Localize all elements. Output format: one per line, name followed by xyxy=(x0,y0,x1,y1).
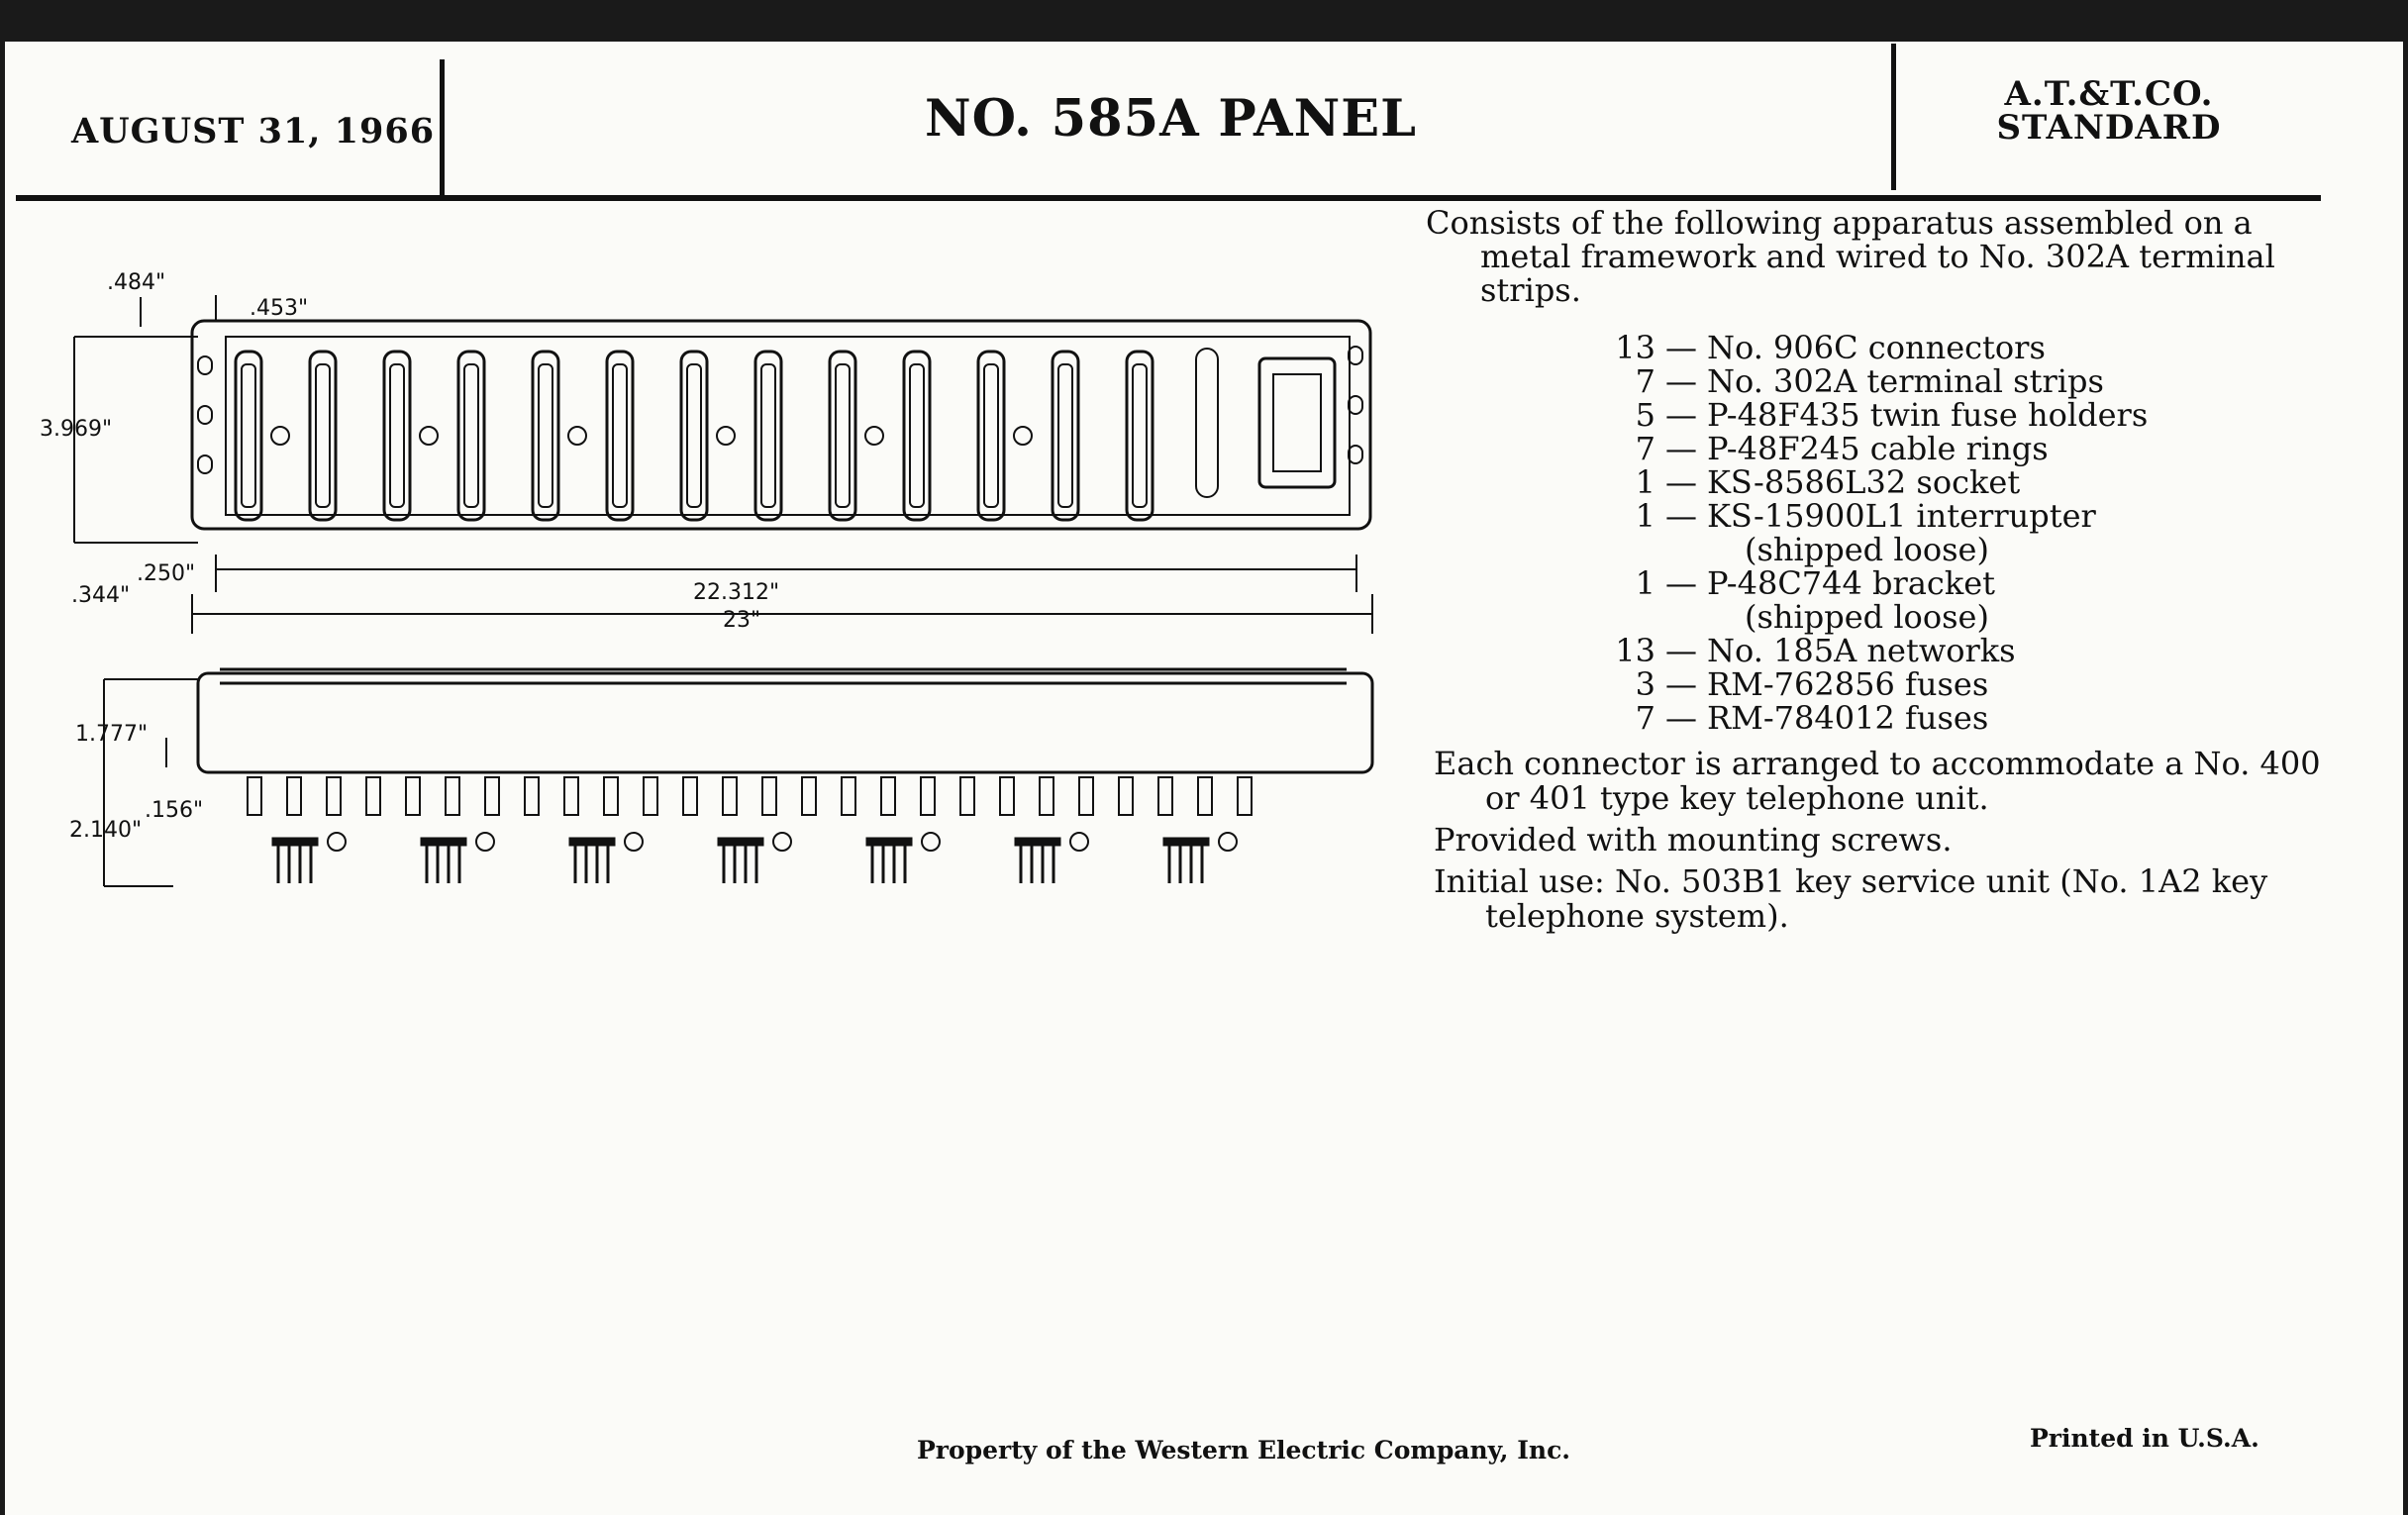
terminal-lug xyxy=(327,777,341,815)
connector-group xyxy=(236,349,1218,520)
terminal-lug xyxy=(604,777,618,815)
description xyxy=(1426,206,2317,307)
part-dash: — xyxy=(1665,564,1697,602)
mounting-hole xyxy=(568,427,586,445)
part-quantity: 1 xyxy=(1635,463,1656,501)
mounting-hole xyxy=(271,427,289,445)
part-dash: — xyxy=(1665,497,1697,535)
connector xyxy=(236,352,261,520)
terminal-lug xyxy=(1119,777,1133,815)
connector-inner xyxy=(613,364,627,507)
terminal-lug xyxy=(1040,777,1054,815)
connector xyxy=(458,352,484,520)
part-dash: — xyxy=(1665,665,1697,703)
dim-1777: 1.777" xyxy=(75,722,149,747)
part-description: No. 906C connectors xyxy=(1707,329,2046,366)
terminal-lug xyxy=(921,777,935,815)
terminal-strip xyxy=(569,838,615,846)
property-footer: Property of the Western Electric Company, Inc. xyxy=(917,1436,1571,1464)
parts-list-item xyxy=(1584,331,2148,364)
dim-23: 23" xyxy=(723,608,761,633)
connector-inner xyxy=(1058,364,1072,507)
part-dash: — xyxy=(1665,329,1697,366)
mounting-hole xyxy=(420,427,438,445)
screws-note: Provided with mounting screws. xyxy=(1434,821,1953,858)
terminal-group xyxy=(248,777,1252,883)
connector-inner xyxy=(464,364,478,507)
parts-list-item xyxy=(1584,566,2148,600)
part-dash: — xyxy=(1665,463,1697,501)
terminal-strip xyxy=(866,838,912,846)
connector-note: Each connector is arranged to accommodate a No. 400 or 401 type key telephone unit. xyxy=(1434,745,2321,817)
connector-inner xyxy=(1133,364,1147,507)
panel-side-view xyxy=(198,673,1372,772)
terminal-lug xyxy=(1079,777,1093,815)
connector xyxy=(1127,352,1153,520)
terminal-lug xyxy=(1238,777,1252,815)
terminal-lug xyxy=(287,777,301,815)
parts-list-item xyxy=(1584,667,2148,701)
connector-inner xyxy=(687,364,701,507)
connector-inner xyxy=(910,364,924,507)
mounting-hole xyxy=(1014,427,1032,445)
parts-list-item xyxy=(1584,701,2148,735)
terminal-strip xyxy=(718,838,763,846)
terminal-strip xyxy=(421,838,466,846)
standard-line-2: STANDARD xyxy=(1996,108,2222,148)
terminal-lug xyxy=(723,777,737,815)
connector-inner xyxy=(539,364,552,507)
part-quantity: 1 xyxy=(1635,497,1656,535)
page-title: NO. 585A PANEL xyxy=(925,89,1417,149)
connector xyxy=(1053,352,1078,520)
socket xyxy=(1196,349,1218,497)
connector-inner xyxy=(390,364,404,507)
terminal-lug xyxy=(1000,777,1014,815)
terminal-lug xyxy=(564,777,578,815)
part-description: P-48F435 twin fuse holders xyxy=(1707,396,2149,434)
parts-list-item xyxy=(1584,432,2148,465)
terminal-strip xyxy=(272,838,318,846)
document-date: AUGUST 31, 1966 xyxy=(71,111,436,152)
dim-344: .344" xyxy=(71,583,131,608)
terminal-lug xyxy=(446,777,459,815)
dim-156: .156" xyxy=(145,798,204,823)
connector-inner xyxy=(761,364,775,507)
part-description: RM-784012 fuses xyxy=(1707,699,1989,737)
part-dash: — xyxy=(1665,430,1697,467)
part-quantity: 1 xyxy=(1635,564,1656,602)
parts-list-item xyxy=(1584,398,2148,432)
dim-453: .453" xyxy=(250,296,309,321)
terminal-lug xyxy=(406,777,420,815)
panel-drawing xyxy=(0,0,1406,911)
fuse-cap xyxy=(328,833,346,851)
part-description: RM-762856 fuses xyxy=(1707,665,1989,703)
part-quantity: 3 xyxy=(1635,665,1656,703)
connector xyxy=(904,352,930,520)
part-note: (shipped loose) xyxy=(1745,598,1989,636)
connector xyxy=(978,352,1004,520)
parts-list-item xyxy=(1584,465,2148,499)
fuse-cap xyxy=(922,833,940,851)
fuse-cap xyxy=(1219,833,1237,851)
fuse-cap xyxy=(476,833,494,851)
part-dash: — xyxy=(1665,632,1697,669)
terminal-lug xyxy=(248,777,261,815)
dim-484: .484" xyxy=(107,270,166,295)
notes xyxy=(1434,747,2325,941)
part-description: KS-15900L1 interrupter xyxy=(1707,497,2096,535)
part-description: KS-8586L32 socket xyxy=(1707,463,2021,501)
fuse-cap xyxy=(1070,833,1088,851)
terminal-lug xyxy=(842,777,855,815)
terminal-strip xyxy=(1163,838,1209,846)
part-dash: — xyxy=(1665,396,1697,434)
connector xyxy=(533,352,558,520)
parts-list-item xyxy=(1584,499,2148,533)
mounting-hole xyxy=(717,427,735,445)
terminal-lug xyxy=(802,777,816,815)
dim-22312: 22.312" xyxy=(693,580,780,605)
terminal-lug xyxy=(881,777,895,815)
initial-use-note: Initial use: No. 503B1 key service unit (No. 1A2 key telephone system). xyxy=(1434,862,2268,935)
part-quantity: 7 xyxy=(1635,430,1656,467)
connector xyxy=(310,352,336,520)
dim-2140: 2.140" xyxy=(69,818,143,843)
standard-line-1: A.T.&T.CO. xyxy=(2004,74,2214,114)
fuse-block xyxy=(1259,358,1335,487)
description-text: Consists of the following apparatus assembled on a metal framework and wired to No. 302A terminal strips. xyxy=(1426,204,2275,309)
part-description: P-48C744 bracket xyxy=(1707,564,1996,602)
dim-250: .250" xyxy=(137,561,196,586)
part-quantity: 7 xyxy=(1635,362,1656,400)
terminal-lug xyxy=(525,777,539,815)
parts-list-item xyxy=(1584,634,2148,667)
fuse-cap xyxy=(773,833,791,851)
terminal-lug xyxy=(366,777,380,815)
part-description: No. 302A terminal strips xyxy=(1707,362,2104,400)
terminal-strip xyxy=(1015,838,1060,846)
connector-inner xyxy=(836,364,850,507)
standard-label xyxy=(1901,74,2317,148)
connector xyxy=(607,352,633,520)
part-quantity: 5 xyxy=(1635,396,1656,434)
printed-footer: Printed in U.S.A. xyxy=(2030,1424,2259,1453)
connector-inner xyxy=(242,364,255,507)
connector-inner xyxy=(984,364,998,507)
parts-list xyxy=(1584,331,2148,735)
part-note: (shipped loose) xyxy=(1745,531,1989,568)
part-quantity: 7 xyxy=(1635,699,1656,737)
part-description: P-48F245 cable rings xyxy=(1707,430,2049,467)
terminal-lug xyxy=(1158,777,1172,815)
part-dash: — xyxy=(1665,362,1697,400)
terminal-lug xyxy=(485,777,499,815)
part-dash: — xyxy=(1665,699,1697,737)
terminal-lug xyxy=(683,777,697,815)
terminal-lug xyxy=(762,777,776,815)
mounting-hole xyxy=(865,427,883,445)
part-quantity: 13 xyxy=(1615,329,1656,366)
terminal-lug xyxy=(960,777,974,815)
part-description: No. 185A networks xyxy=(1707,632,2016,669)
part-quantity: 13 xyxy=(1615,632,1656,669)
connector xyxy=(681,352,707,520)
terminal-lug xyxy=(1198,777,1212,815)
connector-inner xyxy=(316,364,330,507)
dim-3969: 3.969" xyxy=(40,417,113,442)
fuse-cap xyxy=(625,833,643,851)
terminal-lug xyxy=(644,777,657,815)
connector xyxy=(384,352,410,520)
connector xyxy=(755,352,781,520)
connector xyxy=(830,352,855,520)
parts-list-item xyxy=(1584,364,2148,398)
